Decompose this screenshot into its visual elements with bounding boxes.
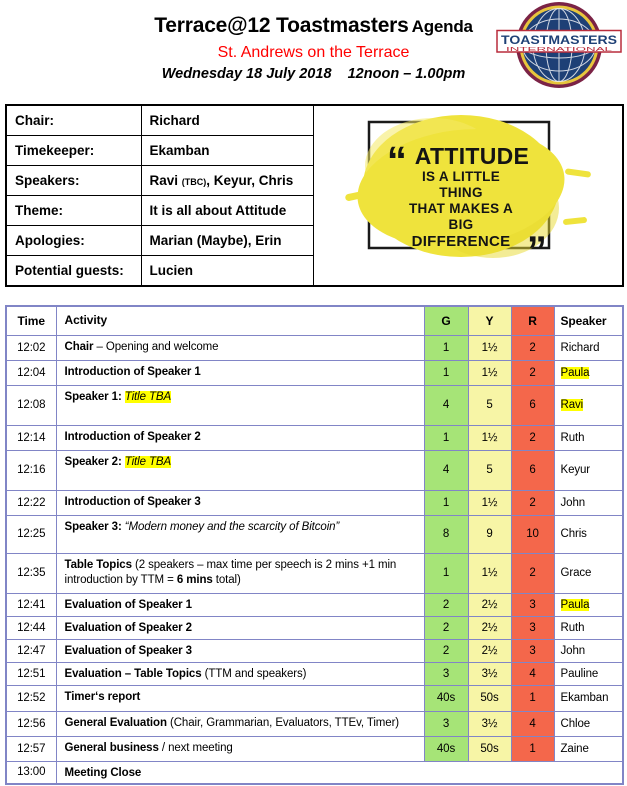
agenda-row <box>6 736 623 761</box>
info-label: Timekeeper: <box>6 136 141 166</box>
agenda-header-activity: Activity <box>56 306 424 335</box>
agenda-row <box>6 360 623 385</box>
red-time-cell: 2 <box>511 490 554 515</box>
yellow-time-cell: 1½ <box>468 490 511 515</box>
time-cell: 12:14 <box>6 425 56 450</box>
speaker-cell: Chris <box>554 515 623 553</box>
yellow-time-cell: 5 <box>468 450 511 490</box>
time-cell: 12:04 <box>6 360 56 385</box>
open-quote-mark: “ <box>386 139 407 183</box>
speaker-cell: Ekamban <box>554 685 623 711</box>
green-time-cell: 2 <box>424 639 468 662</box>
agenda-row <box>6 335 623 360</box>
info-value: It is all about Attitude <box>141 196 313 226</box>
speaker-cell: John <box>554 490 623 515</box>
agenda-row <box>6 685 623 711</box>
agenda-header-y: Y <box>468 306 511 335</box>
toastmasters-logo-icon <box>494 1 624 93</box>
info-value: Lucien <box>141 256 313 287</box>
red-time-cell: 1 <box>511 685 554 711</box>
yellow-time-cell: 3½ <box>468 711 511 736</box>
yellow-time-cell: 50s <box>468 736 511 761</box>
green-time-cell: 3 <box>424 711 468 736</box>
time-cell: 12:22 <box>6 490 56 515</box>
red-time-cell: 3 <box>511 639 554 662</box>
info-label: Potential guests: <box>6 256 141 287</box>
red-time-cell: 2 <box>511 335 554 360</box>
red-time-cell: 4 <box>511 662 554 685</box>
time-cell: 12:08 <box>6 385 56 425</box>
activity-cell: Chair – Opening and welcome <box>56 335 424 360</box>
time-cell: 12:02 <box>6 335 56 360</box>
attitude-quote-graphic <box>315 106 621 282</box>
red-time-cell: 2 <box>511 360 554 385</box>
time-cell: 12:25 <box>6 515 56 553</box>
time-cell: 12:57 <box>6 736 56 761</box>
agenda-table-body <box>6 335 623 784</box>
info-value: Ekamban <box>141 136 313 166</box>
info-value: Ravi (TBC), Keyur, Chris <box>141 166 313 196</box>
time-cell: 12:16 <box>6 450 56 490</box>
agenda-header-time: Time <box>6 306 56 335</box>
info-label: Apologies: <box>6 226 141 256</box>
quote-line-6: DIFFERENCE <box>411 233 511 250</box>
speaker-cell: Ravi <box>554 385 623 425</box>
activity-cell: Evaluation – Table Topics (TTM and speakers) <box>56 662 424 685</box>
yellow-time-cell: 1½ <box>468 553 511 593</box>
activity-cell: Meeting Close <box>56 761 623 784</box>
logo-subtext: INTERNATIONAL <box>506 46 614 53</box>
red-time-cell: 6 <box>511 450 554 490</box>
agenda-row <box>6 490 623 515</box>
green-time-cell: 40s <box>424 736 468 761</box>
agenda-row <box>6 450 623 490</box>
green-time-cell: 1 <box>424 335 468 360</box>
time-cell: 12:56 <box>6 711 56 736</box>
info-table-body <box>6 105 623 286</box>
activity-cell: Table Topics (2 speakers – max time per speech is 2 mins +1 min introduction by TTM = 6 mins total) <box>56 553 424 593</box>
quote-line-5: BIG <box>448 217 474 232</box>
speaker-cell: Zaine <box>554 736 623 761</box>
green-time-cell: 40s <box>424 685 468 711</box>
agenda-row <box>6 553 623 593</box>
speaker-cell: Keyur <box>554 450 623 490</box>
agenda-row <box>6 639 623 662</box>
agenda-row <box>6 662 623 685</box>
info-value: Marian (Maybe), Erin <box>141 226 313 256</box>
speaker-cell: Pauline <box>554 662 623 685</box>
time-cell: 12:35 <box>6 553 56 593</box>
green-time-cell: 2 <box>424 593 468 616</box>
speaker-cell: Paula <box>554 360 623 385</box>
time-cell: 12:47 <box>6 639 56 662</box>
yellow-time-cell: 9 <box>468 515 511 553</box>
info-label: Theme: <box>6 196 141 226</box>
agenda-row <box>6 425 623 450</box>
activity-cell: Introduction of Speaker 1 <box>56 360 424 385</box>
yellow-time-cell: 3½ <box>468 662 511 685</box>
info-label: Chair: <box>6 105 141 136</box>
red-time-cell: 1 <box>511 736 554 761</box>
logo-wordmark: TOASTMASTERS <box>501 33 617 47</box>
activity-cell: Evaluation of Speaker 2 <box>56 616 424 639</box>
info-value: Richard <box>141 105 313 136</box>
time-cell: 13:00 <box>6 761 56 784</box>
info-label: Speakers: <box>6 166 141 196</box>
red-time-cell: 3 <box>511 593 554 616</box>
agenda-row <box>6 593 623 616</box>
yellow-time-cell: 5 <box>468 385 511 425</box>
green-time-cell: 2 <box>424 616 468 639</box>
quote-image-cell <box>313 105 623 286</box>
activity-cell: Speaker 1: Title TBA <box>56 385 424 425</box>
quote-line-1: ATTITUDE <box>414 143 529 169</box>
speaker-cell: Ruth <box>554 425 623 450</box>
agenda-header-r: R <box>511 306 554 335</box>
close-quote-mark: ” <box>526 229 547 273</box>
activity-cell: Timer‘s report <box>56 685 424 711</box>
speaker-cell: Grace <box>554 553 623 593</box>
green-time-cell: 4 <box>424 450 468 490</box>
activity-cell: Speaker 2: Title TBA <box>56 450 424 490</box>
speaker-cell: Richard <box>554 335 623 360</box>
activity-cell: General Evaluation (Chair, Grammarian, Evaluators, TTEv, Timer) <box>56 711 424 736</box>
time-cell: 12:41 <box>6 593 56 616</box>
green-time-cell: 1 <box>424 553 468 593</box>
time-cell: 12:44 <box>6 616 56 639</box>
activity-cell: Speaker 3: “Modern money and the scarcity of Bitcoin” <box>56 515 424 553</box>
info-row <box>6 105 623 136</box>
title-main: Terrace@12 Toastmasters <box>154 14 409 37</box>
info-table <box>5 104 624 287</box>
red-time-cell: 4 <box>511 711 554 736</box>
activity-cell: General business / next meeting <box>56 736 424 761</box>
quote-line-3: THING <box>439 185 483 200</box>
red-time-cell: 10 <box>511 515 554 553</box>
title-suffix: Agenda <box>411 17 473 36</box>
agenda-header-speaker: Speaker <box>554 306 623 335</box>
agenda-row <box>6 515 623 553</box>
green-time-cell: 1 <box>424 490 468 515</box>
yellow-time-cell: 2½ <box>468 616 511 639</box>
activity-cell: Evaluation of Speaker 3 <box>56 639 424 662</box>
red-time-cell: 6 <box>511 385 554 425</box>
agenda-table <box>5 305 624 785</box>
activity-cell: Introduction of Speaker 3 <box>56 490 424 515</box>
activity-cell: Evaluation of Speaker 1 <box>56 593 424 616</box>
green-time-cell: 3 <box>424 662 468 685</box>
speaker-cell: Ruth <box>554 616 623 639</box>
green-time-cell: 1 <box>424 360 468 385</box>
yellow-time-cell: 1½ <box>468 360 511 385</box>
activity-cell: Introduction of Speaker 2 <box>56 425 424 450</box>
agenda-row <box>6 711 623 736</box>
agenda-row <box>6 761 623 784</box>
date-line: Wednesday 18 July 2018 12noon – 1.00pm <box>161 66 466 82</box>
yellow-time-cell: 2½ <box>468 593 511 616</box>
red-time-cell: 2 <box>511 425 554 450</box>
agenda-header-row <box>6 306 623 335</box>
agenda-header-g: G <box>424 306 468 335</box>
yellow-time-cell: 2½ <box>468 639 511 662</box>
quote-line-2: IS A LITTLE <box>421 169 500 184</box>
green-time-cell: 1 <box>424 425 468 450</box>
speaker-cell: John <box>554 639 623 662</box>
red-time-cell: 2 <box>511 553 554 593</box>
speaker-cell: Paula <box>554 593 623 616</box>
time-cell: 12:51 <box>6 662 56 685</box>
red-time-cell: 3 <box>511 616 554 639</box>
yellow-time-cell: 1½ <box>468 425 511 450</box>
agenda-row <box>6 385 623 425</box>
yellow-time-cell: 1½ <box>468 335 511 360</box>
venue-subtitle: St. Andrews on the Terrace <box>217 44 410 61</box>
green-time-cell: 4 <box>424 385 468 425</box>
quote-line-4: THAT MAKES A <box>408 201 513 216</box>
agenda-row <box>6 616 623 639</box>
speaker-cell: Chloe <box>554 711 623 736</box>
green-time-cell: 8 <box>424 515 468 553</box>
yellow-time-cell: 50s <box>468 685 511 711</box>
time-cell: 12:52 <box>6 685 56 711</box>
